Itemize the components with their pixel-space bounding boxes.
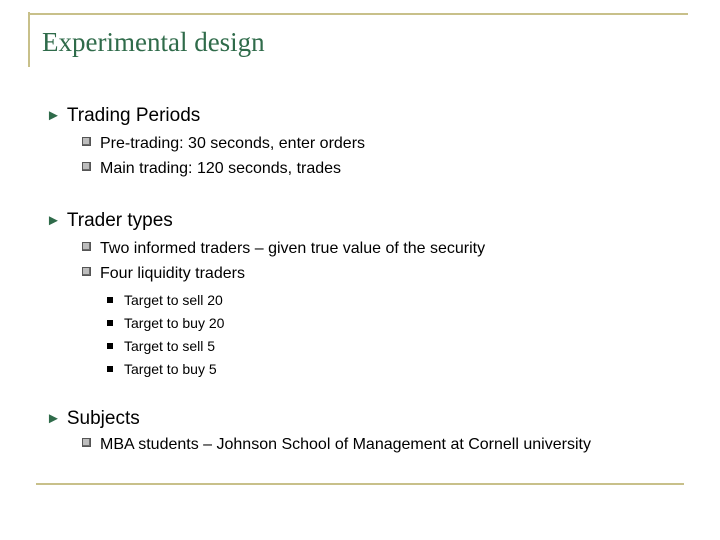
list-item-text: Pre-trading: 30 seconds, enter orders	[100, 135, 366, 152]
checkbox-square-icon	[82, 242, 91, 251]
checkbox-square-icon	[82, 162, 91, 171]
section-heading-trader-types	[46, 211, 173, 230]
checkbox-square-icon	[82, 137, 91, 146]
checkbox-square-icon	[82, 267, 91, 276]
list-item	[82, 161, 341, 177]
list-item-text: MBA students – Johnson School of Management at Cornell university	[100, 436, 591, 453]
right-pointer-arrow-icon: ►	[46, 410, 61, 427]
list-item	[82, 437, 591, 453]
section-heading-trading-periods	[46, 106, 200, 125]
section-heading-text: Trading Periods	[66, 105, 201, 126]
sub-list-item-text: Target to sell 20	[124, 292, 223, 308]
list-item	[82, 241, 485, 257]
section-heading-text: Trader types	[66, 210, 173, 231]
black-square-icon	[107, 366, 113, 372]
sub-list-item-text: Target to buy 20	[124, 315, 225, 331]
right-pointer-arrow-icon: ►	[46, 107, 61, 124]
right-pointer-arrow-icon: ►	[46, 212, 61, 229]
sub-list-item	[107, 362, 217, 376]
sub-list-item-text: Target to sell 5	[124, 338, 216, 354]
sub-list-item-text: Target to buy 5	[124, 361, 217, 377]
list-item-text: Main trading: 120 seconds, trades	[100, 160, 342, 177]
list-item	[82, 266, 245, 282]
list-item-text: Two informed traders – given true value of the security	[100, 240, 486, 257]
sub-list-item	[107, 339, 215, 353]
bottom-rule	[36, 483, 684, 485]
black-square-icon	[107, 297, 113, 303]
list-item	[82, 136, 365, 152]
list-item-text: Four liquidity traders	[100, 265, 245, 282]
black-square-icon	[107, 320, 113, 326]
sub-list-item	[107, 316, 224, 330]
section-heading-text: Subjects	[66, 408, 140, 429]
slide-title: Experimental design	[42, 27, 265, 57]
checkbox-square-icon	[82, 438, 91, 447]
section-heading-subjects	[46, 409, 140, 428]
black-square-icon	[107, 343, 113, 349]
sub-list-item	[107, 293, 223, 307]
